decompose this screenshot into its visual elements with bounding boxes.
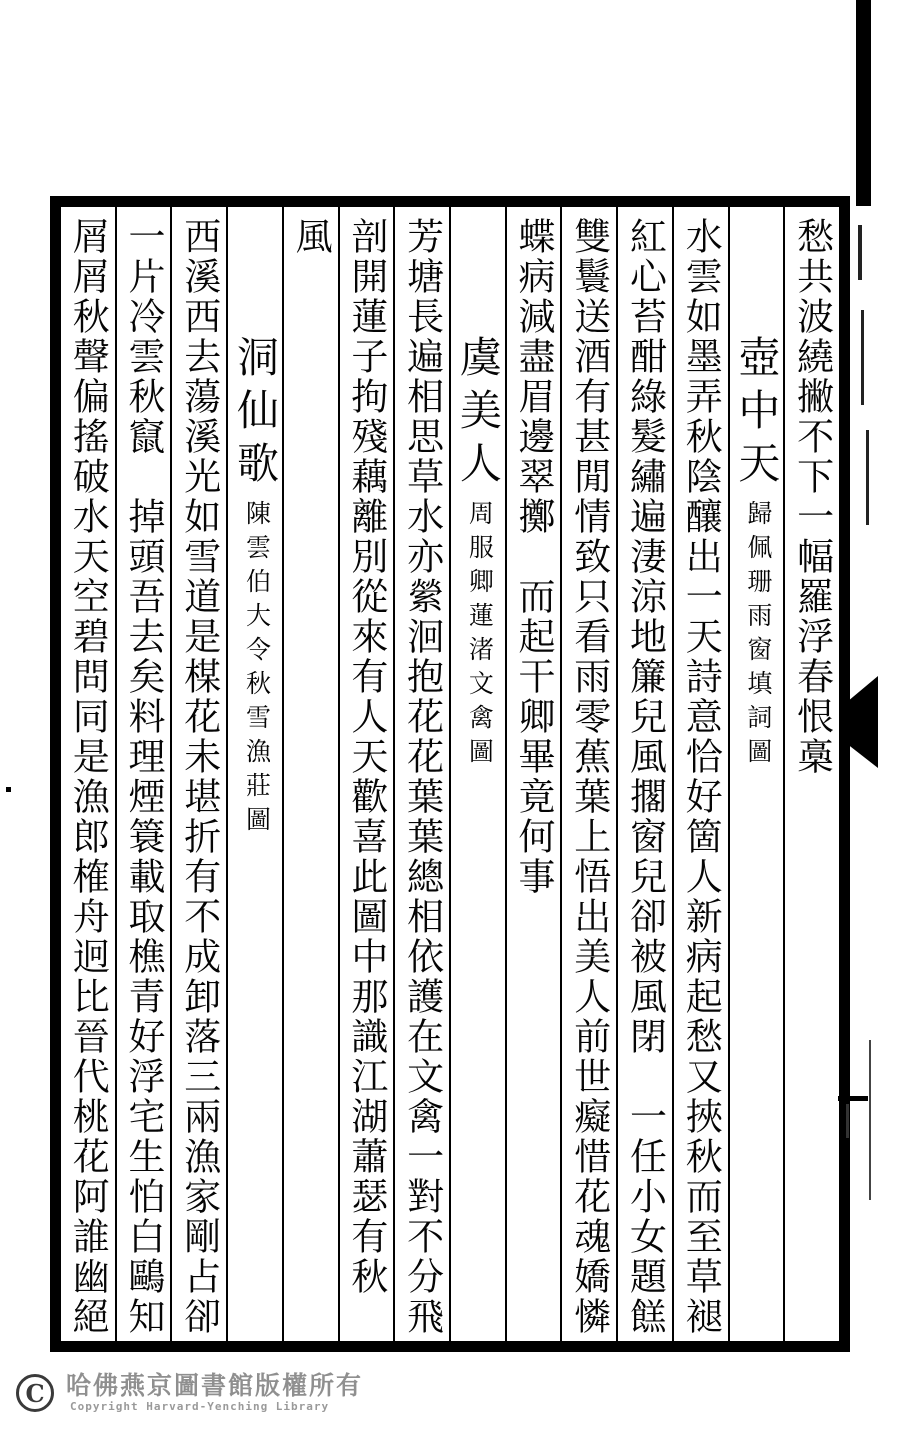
verse-column-3 [672,207,728,1341]
tune-title: 洞仙歌 [230,335,280,494]
verse-column-13 [115,207,171,1341]
verse-column-6 [505,207,561,1341]
verse-text: 愁共波繞撇不下一幅羅浮春恨槀 [790,217,834,777]
margin-speck [6,787,11,792]
verse-column-10 [282,207,338,1341]
page-border-frame [50,196,850,1352]
tune-subtitle: 周服卿蓮渚文禽圖 [465,500,495,772]
tune-title: 壺中天 [732,335,782,494]
verse-text: 蝶病減盡眉邊翠擲 而起干卿畢竟何事 [512,217,556,897]
verse-text: 水雲如墨弄秋陰釀出一天詩意恰好箇人新病起愁又挾秋而至草褪 [679,217,723,1337]
verse-text: 風 [289,217,333,257]
verse-text: 剖開蓮子拘殘藕離別從來有人天歡喜此圖中那識江湖蕭瑟有秋 [344,217,388,1297]
verse-text: 雙鬟送酒有甚閒情致只看雨零蕉葉上悟出美人前世癡惜花魂嬌憐 [567,217,611,1337]
verse-column-4 [616,207,672,1341]
verse-text: 紅心苔酣綠髮繡遍淒涼地簾兒風擱窗兒卻被風閉 一任小女題餻 [623,217,667,1337]
library-stamp-chinese: 哈佛燕京圖書館版權所有 [66,1371,364,1400]
verse-column-14 [61,207,115,1341]
tune-subtitle: 陳雲伯大令秋雪漁莊圖 [242,500,272,840]
library-stamp-english: Copyright Harvard-Yenching Library [70,1400,330,1413]
page-edge-artifact [846,1104,849,1138]
page-edge-artifact [869,1040,871,1200]
verse-column-1 [783,207,839,1341]
verse-text: 芳塘長遍相思草水亦縈洄抱花花葉葉總相依護在文禽一對不分飛 [400,217,444,1337]
tune-title-column-dongxiange [226,207,282,1341]
verse-text: 一片冷雲秋竄 掉頭吾去矣料理煙簑載取樵青好浮宅生怕白鷗知 [122,217,166,1337]
verse-column-9 [338,207,394,1341]
verse-text: 屑屑秋聲偏搖破水天空碧問同是漁郎榷舟迥比晉代桃花阿誰幽絕 [66,217,110,1337]
page-edge-artifact [861,310,864,405]
verse-column-12 [170,207,226,1341]
page-edge-artifact [838,1096,868,1101]
verse-column-8 [393,207,449,1341]
tune-subtitle: 歸佩珊雨窗填詞圖 [743,500,773,772]
page-edge-artifact [866,430,869,525]
page-edge-artifact [856,0,871,206]
tune-title-column-huzhongtian [728,207,784,1341]
tune-title: 虞美人 [453,335,503,494]
verse-column-5 [560,207,616,1341]
page-edge-artifact [858,225,862,280]
verse-text: 西溪西去蕩溪光如雪道是楳花未堪折有不成卸落三兩漁家剛占卻 [177,217,221,1337]
copyright-symbol-icon: C [16,1374,54,1412]
tune-title-column-yumeiren [449,207,505,1341]
